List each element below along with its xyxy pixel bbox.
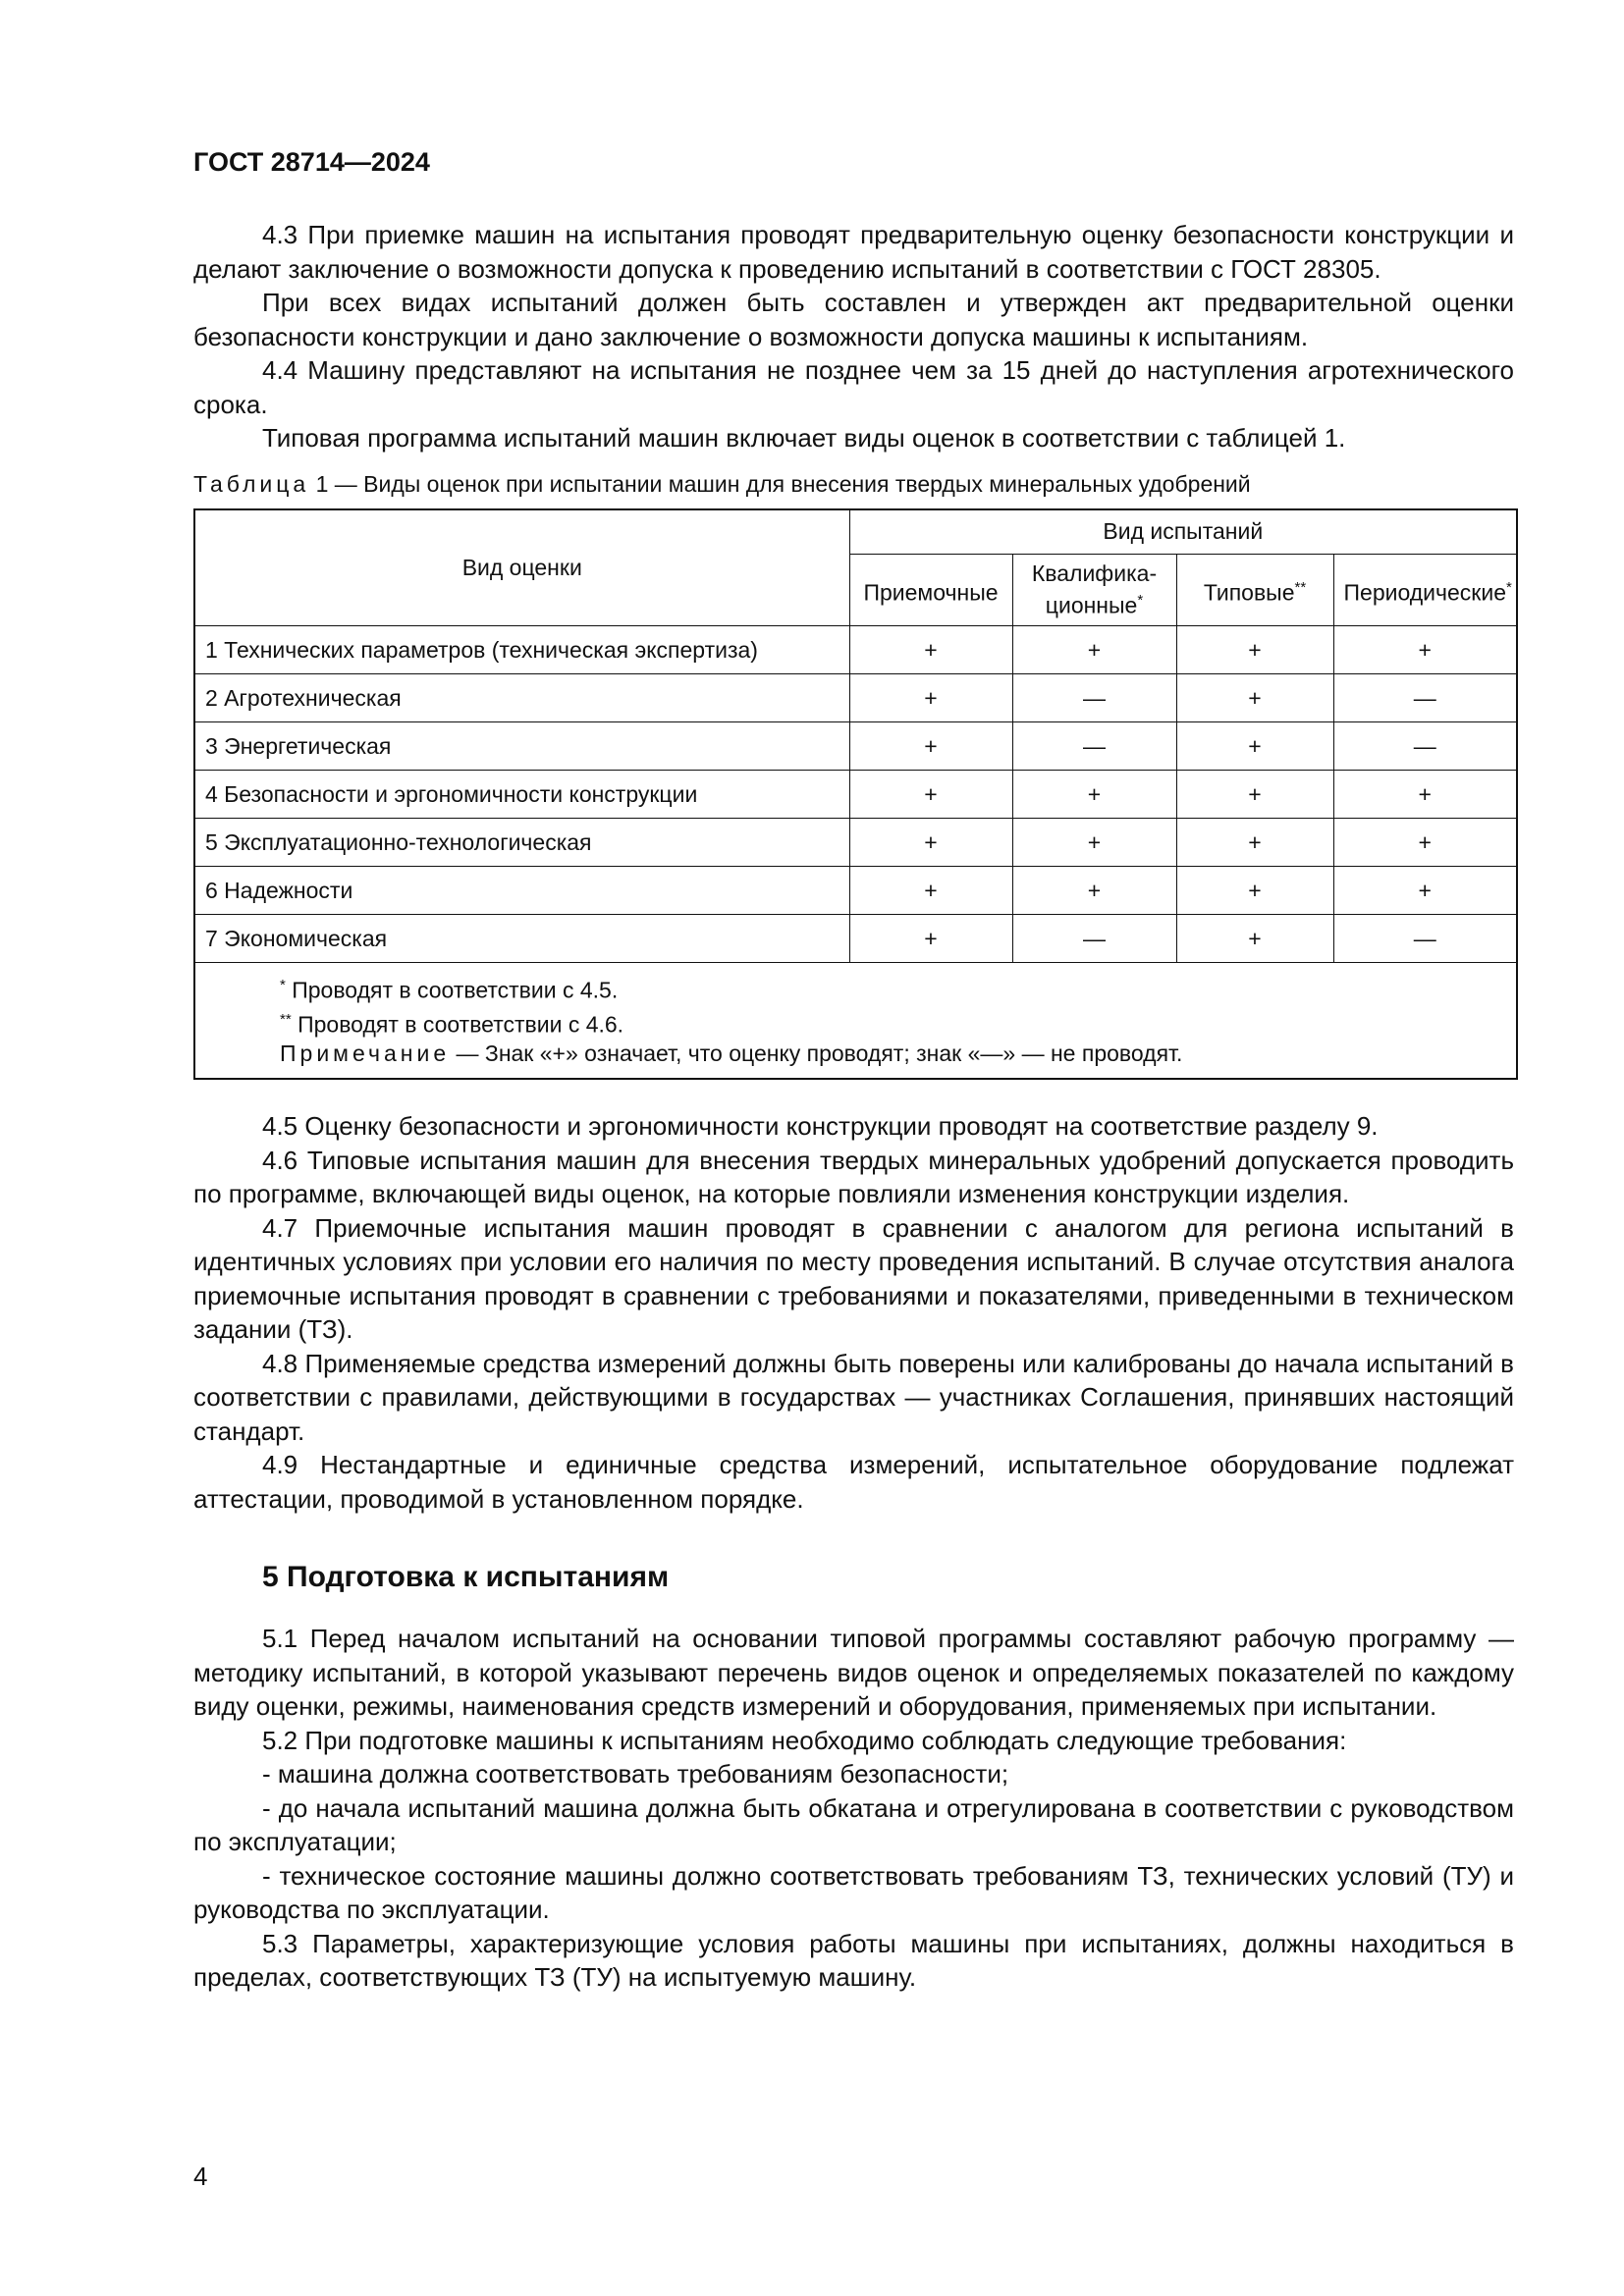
row-label: 1 Технических параметров (техническая экспертиза) [194,626,849,674]
paragraph-5-1: 5.1 Перед началом испытаний на основании типовой программы составляют рабочую программу — методику испытаний, в которой указывают перечень видов оценок и определяемых показателей по каждому виду оценки, режимы, наименования средств измерений и оборудования, применяемых при испытании. [193,1624,1514,1722]
page-number: 4 [193,2162,208,2191]
cell-mark: + [849,771,1012,819]
row-label: 4 Безопасности и эргономичности конструкции [194,771,849,819]
cell-mark: + [1012,626,1176,674]
cell-mark: — [1012,722,1176,771]
row-label: 5 Эксплуатационно-технологическая [194,819,849,867]
header-evaluation-type: Вид оценки [194,509,849,626]
section-5-heading: 5 Подготовка к испытаниям [262,1561,670,1594]
row-label: 6 Надежности [194,867,849,915]
paragraph-5-2: 5.2 При подготовке машины к испытаниям необходимо соблюдать следующие требования: [262,1725,1347,1755]
paragraph-5-3: 5.3 Параметры, характеризующие условия работы машины при испытаниях, должны находиться в пределах, соответствующих ТЗ (ТУ) на испытуемую машину. [193,1928,1514,1993]
table-row [194,915,1517,963]
paragraph-4-4: 4.4 Машину представляют на испытания не позднее чем за 15 дней до наступления агротехнического срока. [193,355,1514,419]
footnote-double-star: ** Проводят в соответствии с 4.6. [280,1010,624,1038]
cell-mark: + [1176,867,1333,915]
footnote-single-star: * Проводят в соответствии с 4.5. [280,977,619,1003]
table-row [194,819,1517,867]
table-row [194,626,1517,674]
cell-mark: — [1333,674,1517,722]
paragraph-4-5: 4.5 Оценку безопасности и эргономичности конструкции проводят на соответствие разделу 9. [262,1111,1379,1142]
header-acceptance: Приемочные [849,555,1012,626]
cell-mark: + [1176,771,1333,819]
cell-mark: + [849,674,1012,722]
cell-mark: + [1176,819,1333,867]
cell-mark: + [849,867,1012,915]
cell-mark: + [1012,867,1176,915]
cell-mark: — [1333,915,1517,963]
header-test-type-group: Вид испытаний [849,509,1517,555]
list-item: - до начала испытаний машина должна быть обкатана и отрегулирована в соответствии с руководством по эксплуатации; [193,1792,1514,1857]
cell-mark: + [849,915,1012,963]
paragraph-4-7: 4.7 Приемочные испытания машин проводят в сравнении с аналогом для региона испытаний в идентичных условиях при условии его наличия по месту проведения испытаний. В случае отсутствия аналога приемочные испытания проводят в сравнении с требованиями и показателями, приведенными в техническом задании (ТЗ). [193,1212,1514,1345]
row-label: 3 Энергетическая [194,722,849,771]
paragraph-4-3-cont: При всех видах испытаний должен быть составлен и утвержден акт предварительной оценки безопасности конструкции и дано заключение о возможности допуска машины к испытаниям. [193,288,1514,351]
header-qualification: Квалифика- ционные* [1012,555,1176,626]
document-code-header: ГОСТ 28714—2024 [193,147,430,177]
cell-mark: + [1012,819,1176,867]
table-row [194,771,1517,819]
cell-mark: + [1333,819,1517,867]
cell-mark: + [1333,867,1517,915]
cell-mark: + [1176,674,1333,722]
paragraph-4-8: 4.8 Применяемые средства измерений должны быть поверены или калиброваны до начала испытаний в соответствии с правилами, действующими в государствах — участниках Соглашения, принявших настоящий стандарт. [193,1348,1514,1446]
row-label: 7 Экономическая [194,915,849,963]
cell-mark: — [1012,915,1176,963]
header-periodic: Периодические* [1333,555,1517,626]
cell-mark: + [849,722,1012,771]
table-note: Примечание — Знак «+» означает, что оценку проводят; знак «—» — не проводят. [280,1041,1183,1067]
paragraph-4-4-cont: Типовая программа испытаний машин включает виды оценок в соответствии с таблицей 1. [262,423,1346,453]
cell-mark: + [1176,626,1333,674]
table-row [194,867,1517,915]
cell-mark: + [1012,771,1176,819]
cell-mark: + [849,626,1012,674]
evaluation-types-table [193,508,1518,1081]
cell-mark: — [1333,722,1517,771]
cell-mark: + [849,819,1012,867]
table-caption-text: 1 — Виды оценок при испытании машин для внесения твердых минеральных удобрений [309,470,1251,497]
cell-mark: + [1333,626,1517,674]
table-notes-row [194,963,1517,1080]
row-label: 2 Агротехническая [194,674,849,722]
table-row [194,674,1517,722]
table-caption [193,469,1514,499]
table-notes [194,963,1517,1080]
table-caption-label: Таблица [193,470,310,497]
page-content [193,218,1514,1995]
header-type-tests: Типовые** [1176,555,1333,626]
cell-mark: — [1012,674,1176,722]
paragraph-4-9: 4.9 Нестандартные и единичные средства измерений, испытательное оборудование подлежат аттестации, проводимой в установленном порядке. [193,1450,1514,1514]
cell-mark: + [1176,915,1333,963]
paragraph-4-6: 4.6 Типовые испытания машин для внесения твердых минеральных удобрений допускается проводить по программе, включающей виды оценок, на которые повлияли изменения конструкции изделия. [193,1145,1514,1209]
list-item: - техническое состояние машины должно соответствовать требованиям ТЗ, технических условий (ТУ) и руководства по эксплуатации. [193,1860,1514,1925]
paragraph-4-3: 4.3 При приемке машин на испытания проводят предварительную оценку безопасности конструкции и делают заключение о возможности допуска к проведению испытаний в соответствии с ГОСТ 28305. [193,220,1514,284]
list-item: - машина должна соответствовать требованиям безопасности; [262,1759,1009,1789]
cell-mark: + [1333,771,1517,819]
table-row [194,722,1517,771]
cell-mark: + [1176,722,1333,771]
